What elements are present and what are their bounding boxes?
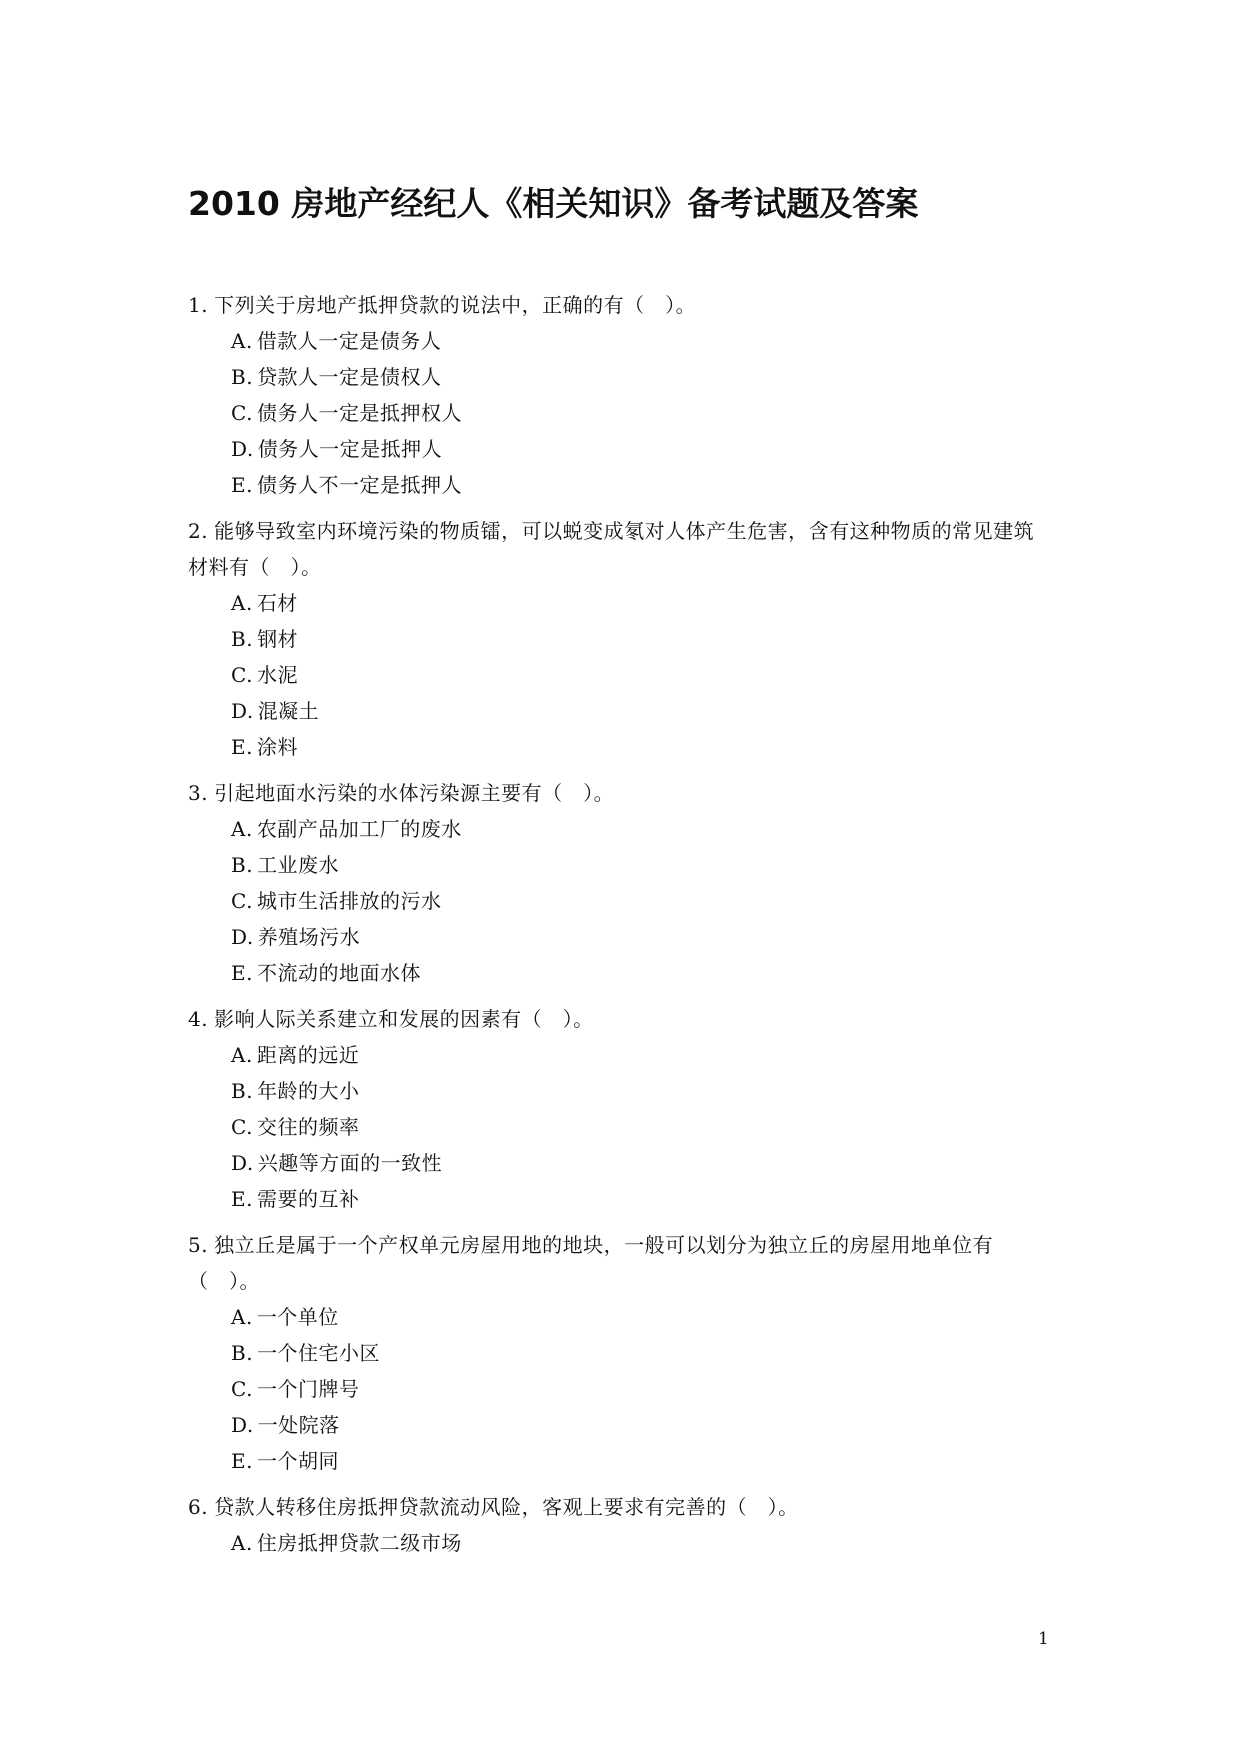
option-c — [188, 395, 1053, 431]
option-text: 一处院落 — [257, 1413, 340, 1437]
option-text: 距离的远近 — [256, 1043, 360, 1067]
option-d — [188, 919, 1053, 955]
option-letter: D. — [231, 437, 254, 461]
option-c — [188, 1109, 1053, 1145]
question-number: 4. — [188, 1007, 209, 1031]
question-6 — [188, 1489, 1053, 1561]
option-letter: C. — [231, 1115, 253, 1139]
option-letter: A. — [231, 591, 253, 615]
option-text: 借款人一定是债务人 — [256, 329, 442, 353]
option-b — [188, 1073, 1053, 1109]
option-text: 石材 — [256, 591, 298, 615]
option-text: 住房抵押贷款二级市场 — [256, 1531, 462, 1555]
question-4 — [188, 1001, 1053, 1217]
option-b — [188, 621, 1053, 657]
option-letter: C. — [231, 889, 253, 913]
option-text: 城市生活排放的污水 — [256, 889, 442, 913]
option-list — [188, 585, 1053, 765]
option-letter: B. — [231, 1341, 254, 1365]
option-c — [188, 883, 1053, 919]
option-text: 不流动的地面水体 — [256, 961, 421, 985]
option-e — [188, 1443, 1053, 1479]
option-e — [188, 729, 1053, 765]
option-b — [188, 1335, 1053, 1371]
question-text: 能够导致室内环境污染的物质镭，可以蜕变成氡对人体产生危害，含有这种物质的常见建筑材料有（ ）。 — [188, 519, 1035, 579]
option-letter: E. — [231, 735, 253, 759]
question-number: 1. — [188, 293, 209, 317]
question-text: 影响人际关系建立和发展的因素有（ ）。 — [214, 1007, 594, 1031]
question-3 — [188, 775, 1053, 991]
option-d — [188, 1145, 1053, 1181]
question-text: 贷款人转移住房抵押贷款流动风险，客观上要求有完善的（ ）。 — [214, 1495, 799, 1519]
option-text: 一个胡同 — [256, 1449, 339, 1473]
option-letter: C. — [231, 663, 253, 687]
option-d — [188, 1407, 1053, 1443]
question-stem — [188, 1227, 1053, 1299]
question-number: 5. — [188, 1233, 209, 1257]
option-letter: E. — [231, 473, 253, 497]
question-2 — [188, 513, 1053, 765]
option-b — [188, 847, 1053, 883]
option-text: 需要的互补 — [256, 1187, 360, 1211]
option-list — [188, 1525, 1053, 1561]
option-text: 一个住宅小区 — [257, 1341, 381, 1365]
option-text: 兴趣等方面的一致性 — [257, 1151, 443, 1175]
option-text: 一个单位 — [256, 1305, 339, 1329]
option-a — [188, 1037, 1053, 1073]
option-letter: D. — [231, 699, 254, 723]
option-d — [188, 693, 1053, 729]
option-d — [188, 431, 1053, 467]
option-a — [188, 811, 1053, 847]
question-text: 引起地面水污染的水体污染源主要有（ ）。 — [214, 781, 615, 805]
option-list — [188, 323, 1053, 503]
option-text: 钢材 — [257, 627, 299, 651]
option-text: 农副产品加工厂的废水 — [256, 817, 462, 841]
option-letter: A. — [231, 1043, 253, 1067]
option-b — [188, 359, 1053, 395]
option-a — [188, 1299, 1053, 1335]
option-a — [188, 1525, 1053, 1561]
question-stem — [188, 287, 1053, 323]
option-list — [188, 1037, 1053, 1217]
option-letter: B. — [231, 365, 254, 389]
question-stem — [188, 1489, 1053, 1525]
question-stem — [188, 513, 1053, 585]
question-text: 独立丘是属于一个产权单元房屋用地的地块，一般可以划分为独立丘的房屋用地单位有（ ）。 — [188, 1233, 994, 1293]
option-text: 一个门牌号 — [256, 1377, 360, 1401]
option-letter: A. — [231, 817, 253, 841]
option-letter: A. — [231, 1531, 253, 1555]
option-text: 交往的频率 — [256, 1115, 360, 1139]
question-list — [188, 287, 1053, 1571]
question-number: 2. — [188, 519, 209, 543]
option-c — [188, 1371, 1053, 1407]
option-letter: E. — [231, 961, 253, 985]
option-text: 涂料 — [256, 735, 298, 759]
option-text: 水泥 — [256, 663, 298, 687]
question-5 — [188, 1227, 1053, 1479]
option-text: 债务人不一定是抵押人 — [256, 473, 462, 497]
option-e — [188, 955, 1053, 991]
option-e — [188, 1181, 1053, 1217]
question-1 — [188, 287, 1053, 503]
option-text: 贷款人一定是债权人 — [257, 365, 442, 389]
option-list — [188, 811, 1053, 991]
option-letter: D. — [231, 1413, 254, 1437]
option-letter: B. — [231, 1079, 254, 1103]
option-letter: D. — [231, 925, 254, 949]
question-stem — [188, 1001, 1053, 1037]
option-letter: A. — [231, 329, 253, 353]
option-a — [188, 323, 1053, 359]
option-letter: C. — [231, 1377, 253, 1401]
option-letter: E. — [231, 1187, 253, 1211]
option-a — [188, 585, 1053, 621]
option-text: 债务人一定是抵押人 — [257, 437, 443, 461]
option-text: 养殖场污水 — [257, 925, 361, 949]
option-list — [188, 1299, 1053, 1479]
option-letter: A. — [231, 1305, 253, 1329]
question-number: 3. — [188, 781, 209, 805]
option-letter: B. — [231, 627, 254, 651]
option-text: 年龄的大小 — [257, 1079, 360, 1103]
option-letter: B. — [231, 853, 254, 877]
option-c — [188, 657, 1053, 693]
option-letter: E. — [231, 1449, 253, 1473]
option-letter: D. — [231, 1151, 254, 1175]
option-text: 工业废水 — [257, 853, 340, 877]
option-letter: C. — [231, 401, 253, 425]
question-number: 6. — [188, 1495, 209, 1519]
question-text: 下列关于房地产抵押贷款的说法中，正确的有（ ）。 — [214, 293, 697, 317]
question-stem — [188, 775, 1053, 811]
option-e — [188, 467, 1053, 503]
page-number: 1 — [1038, 1629, 1049, 1649]
page-title: 2010 房地产经纪人《相关知识》备考试题及答案 — [188, 184, 919, 224]
option-text: 债务人一定是抵押权人 — [256, 401, 462, 425]
option-text: 混凝土 — [257, 699, 320, 723]
